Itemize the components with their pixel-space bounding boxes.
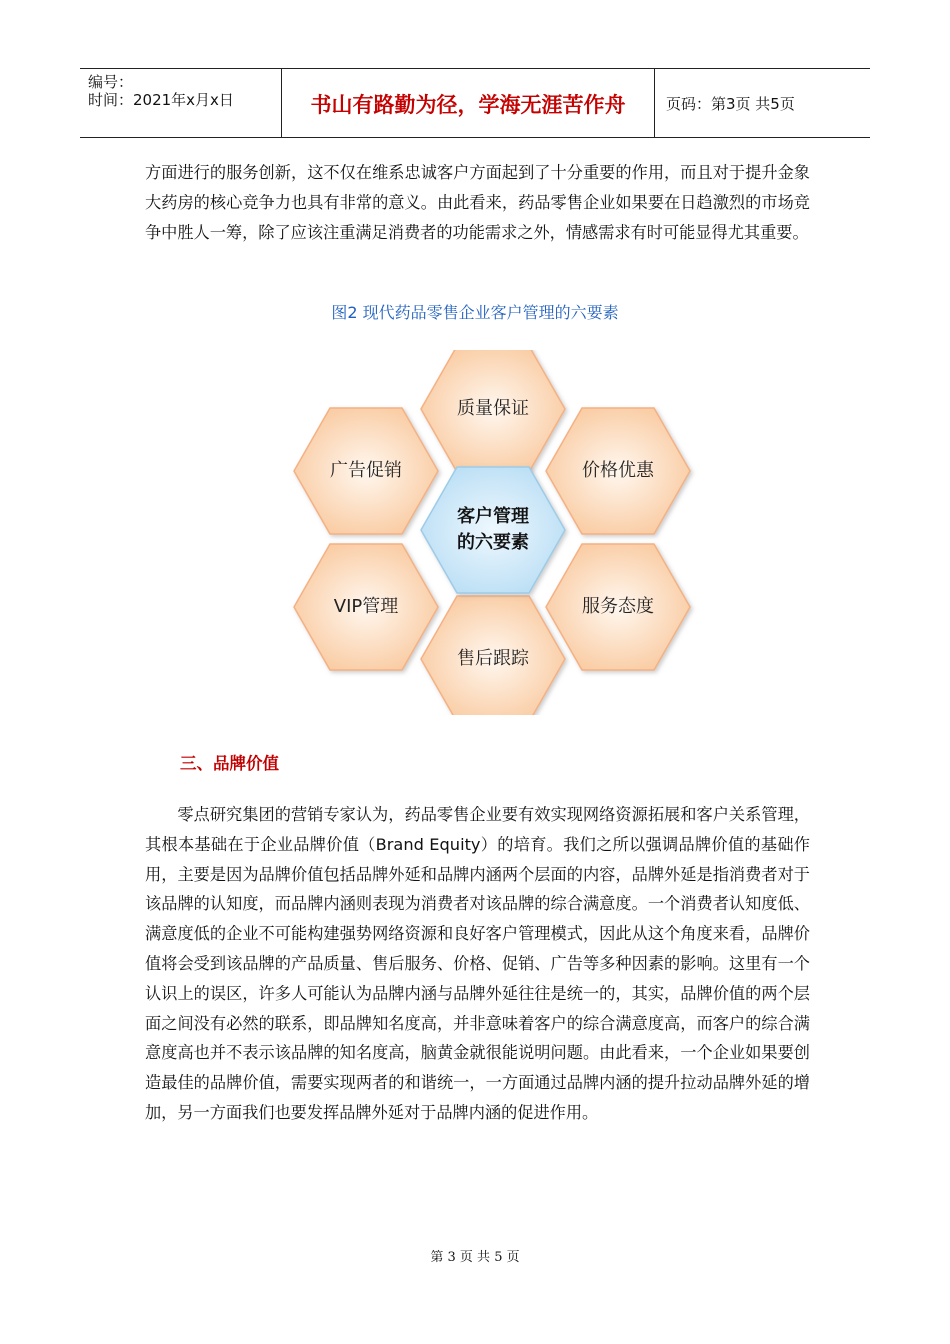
header-meta-cell (80, 69, 280, 137)
page-header (80, 68, 870, 138)
center-label-line2: 的六要素 (457, 532, 529, 553)
element-label: 售后跟踪 (457, 648, 529, 669)
intro-paragraph: 方面进行的服务创新，这不仅在维系忠诚客户方面起到了十分重要的作用，而且对于提升金象大药房的核心竞争力也具有非常的意义。由此看来，药品零售企业如果要在日趋激烈的市场竞争中胜人一筹，除了应该注重满足消费者的功能需求之外，情感需求有时可能显得尤其重要。 (145, 163, 810, 242)
doc-time-label: 时间：2021年x月x日 (88, 91, 234, 109)
header-motto: 书山有路勤为径，学海无涯苦作舟 (310, 92, 626, 117)
section-paragraph: 零点研究集团的营销专家认为，药品零售企业要有效实现网络资源拓展和客户关系管理，其根本基础在于企业品牌价值（Brand Equity）的培育。我们之所以强调品牌价值的基础作用，主要是因为品牌价值包括品牌外延和品牌内涵两个层面的内容，品牌外延是指消费者对于该品牌的认知度，而品牌内涵则表现为消费者对该品牌的综合满意度。一个消费者认知度低、满意度低的企业不可能构建强势网络资源和良好客户管理模式，因此从这个角度来看，品牌价值将会受到该品牌的产品质量、售后服务、价格、促销、广告等多种因素的影响。这里有一个认识上的误区，许多人可能认为品牌内涵与品牌外延往往是统一的，其实，品牌价值的两个层面之间没有必然的联系，即品牌知名度高，并非意味着客户的综合满意度高，而客户的综合满意度高也并不表示该品牌的知名度高，脑黄金就很能说明问题。由此看来，一个企业如果要创造最佳的品牌价值，需要实现两者的和谐统一，一方面通过品牌内涵的提升拉动品牌外延的增加，另一方面我们也要发挥品牌外延对于品牌内涵的促进作用。 (145, 805, 810, 1122)
center-hexagon (421, 467, 565, 593)
element-label: 服务态度 (582, 596, 654, 617)
element-label: 价格优惠 (582, 460, 654, 481)
doc-number-label: 编号： (88, 73, 134, 91)
figure-caption: 图2 现代药品零售企业客户管理的六要素 (331, 303, 619, 322)
page-footer: 第 3 页 共 5 页 (430, 1250, 520, 1265)
header-page-cell (654, 69, 870, 137)
element-label: 广告促销 (330, 460, 402, 481)
section-title: 三、品牌价值 (180, 754, 279, 773)
header-motto-cell (281, 69, 655, 137)
center-label-line1: 客户管理 (457, 506, 529, 527)
six-elements-diagram (290, 350, 700, 715)
element-label: VIP管理 (333, 596, 399, 617)
element-label: 质量保证 (457, 398, 529, 419)
header-page-info: 页码：第3页 共5页 (666, 95, 795, 113)
